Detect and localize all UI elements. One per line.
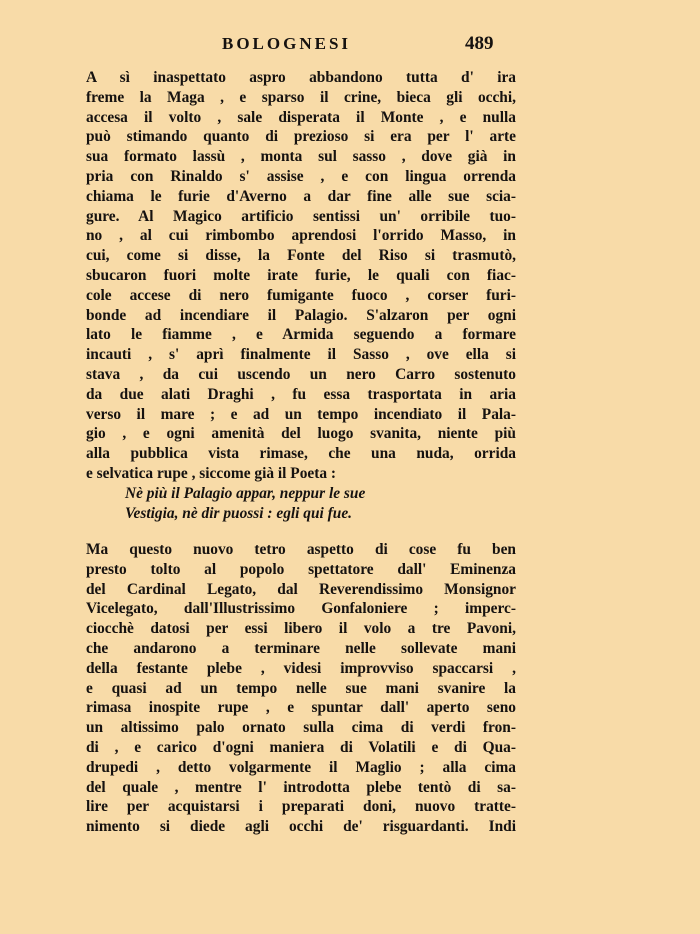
text-line: rimasa inospite rupe , e spuntar dall' aperto seno xyxy=(86,699,516,717)
text-line: alla pubblica vista rimase, che una nuda, orrida xyxy=(86,445,516,463)
text-line: della festante plebe , videsi improvviso spaccarsi , xyxy=(86,659,516,677)
text-line: gio , e ogni amenità del luogo svanita, niente più xyxy=(86,425,516,443)
text-line: e quasi ad un tempo nelle sue mani svanire la xyxy=(86,679,516,697)
text-line: un altissimo palo ornato sulla cima di verdi fron- xyxy=(86,719,516,737)
page-number: 489 xyxy=(465,33,494,54)
text-line: verso il mare ; e ad un tempo incendiato il Pala- xyxy=(86,405,516,423)
text-line: freme la Maga , e sparso il crine, bieca gli occhi, xyxy=(86,88,516,106)
text-line: incauti , s' aprì finalmente il Sasso , ove ella si xyxy=(86,346,516,364)
text-line: Ma questo nuovo tetro aspetto di cose fu ben xyxy=(86,541,516,558)
text-line: pria con Rinaldo s' assise , e con lingua orrenda xyxy=(86,167,516,185)
text-line: Vicelegato, dall'Illustrissimo Gonfaloniere ; imperc- xyxy=(86,600,516,618)
text-line: drupedi , detto volgarmente il Maglio ; alla cima xyxy=(86,758,516,776)
verse-quotation xyxy=(125,484,505,524)
text-line: sbucaron fuori molte irate furie, le quali con fiac- xyxy=(86,266,516,284)
text-line: può stimando quanto di prezioso si era per l' arte xyxy=(86,128,516,146)
verse-line: Nè più il Palagio appar, neppur le sue xyxy=(125,485,366,502)
text-line: del Cardinal Legato, dal Reverendissimo Monsignor xyxy=(86,580,516,598)
text-line: di , e carico d'ogni maniera di Volatili e di Qua- xyxy=(86,738,516,756)
text-line: del quale , mentre l' introdotta plebe tentò di sa- xyxy=(86,778,516,796)
running-title: BOLOGNESI xyxy=(222,34,352,53)
text-line: ciocchè datosi per essi libero il volo a tre Pavoni, xyxy=(86,620,516,638)
text-line: e selvatica rupe , siccome già il Poeta : xyxy=(86,464,337,482)
text-line: nimento si diede agli occhi de' risguardanti. Indi xyxy=(86,818,516,836)
verse-line: Vestigia, nè dir puossi : egli qui fue. xyxy=(125,504,353,522)
text-line: no , al cui rimbombo aprendosi l'orrido Masso, in xyxy=(86,227,516,245)
text-line: cole accese di nero fumigante fuoco , corser furi- xyxy=(86,286,516,304)
text-line: accesa il volto , sale disperata il Monte , e nulla xyxy=(86,108,516,126)
page-header xyxy=(0,34,700,60)
text-line: lire per acquistarsi i preparati doni, nuovo tratte- xyxy=(86,798,516,816)
text-line: A sì inaspettato aspro abbandono tutta d' ira xyxy=(86,69,516,86)
text-line: che andarono a terminare nelle sollevate mani xyxy=(86,639,516,657)
text-line: gure. Al Magico artificio sentissi un' orribile tuo- xyxy=(86,207,516,225)
text-line: presto tolto al popolo spettatore dall' Eminenza xyxy=(86,560,516,578)
text-line: chiama le furie d'Averno a dar fine alle sue scia- xyxy=(86,187,516,205)
paragraph-2 xyxy=(86,540,516,837)
text-line: bonde ad incendiare il Palagio. S'alzaron per ogni xyxy=(86,306,516,324)
paragraph-1 xyxy=(86,68,516,484)
text-line: cui, come si disse, la Fonte del Riso si trasmutò, xyxy=(86,247,516,265)
text-line: stava , da cui uscendo un nero Carro sostenuto xyxy=(86,365,516,383)
text-line: lato le fiamme , e Armida seguendo a formare xyxy=(86,326,516,344)
text-line: sua formato lassù , monta sul sasso , dove già in xyxy=(86,148,516,166)
text-line: da due alati Draghi , fu essa trasportata in aria xyxy=(86,385,516,403)
